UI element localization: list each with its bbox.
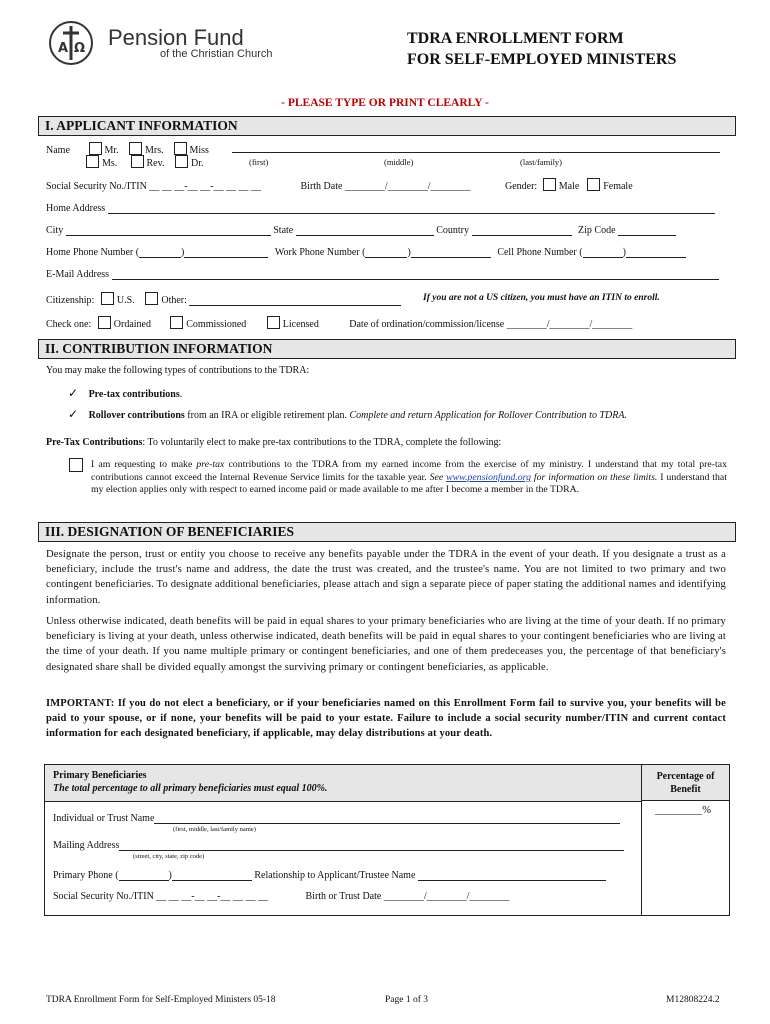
individual-hint: (first, middle, last/family name) (173, 826, 256, 833)
cell-phone-label: Cell Phone Number ( (497, 247, 583, 258)
individual-name-field[interactable] (154, 812, 620, 824)
footer-page: Page 1 of 3 (385, 995, 429, 1005)
percentage-header-2: Benefit (670, 784, 701, 795)
form-title (407, 28, 676, 70)
svg-text:A: A (58, 41, 69, 56)
mr-checkbox[interactable] (89, 142, 102, 155)
percentage-header-1: Percentage of (656, 771, 715, 782)
rollover-item (68, 407, 627, 421)
gender-label: Gender: (505, 181, 538, 192)
mailing-hint: (street, city, state, zip code) (133, 853, 205, 860)
request-text-3: I understand that my election applies only with respect to earned income paid or made available to me after I become a member in the TDRA. (91, 471, 728, 496)
citizenship-row (46, 292, 401, 306)
rev-label: Rev. (146, 158, 165, 169)
phone-row (46, 246, 686, 258)
print-instruction: - PLEASE TYPE OR PRINT CLEARLY - (281, 97, 489, 109)
miss-checkbox[interactable] (174, 142, 187, 155)
state-field[interactable] (296, 224, 434, 236)
svg-text:Ω: Ω (74, 41, 86, 56)
other-label: Other: (161, 295, 187, 306)
cell-phone-field[interactable] (626, 246, 686, 258)
phone-relationship-row (53, 869, 606, 881)
name-field[interactable] (232, 141, 720, 153)
zip-field[interactable] (618, 224, 676, 236)
footer-left: TDRA Enrollment Form for Self-Employed Ministers 05-18 (46, 995, 276, 1005)
city-row (46, 224, 676, 236)
name-row (46, 142, 209, 156)
paren-close: ) (407, 247, 411, 258)
home-address-field[interactable] (108, 202, 715, 214)
ordained-label: Ordained (113, 319, 151, 330)
ordained-checkbox[interactable] (98, 316, 111, 329)
logo (48, 20, 288, 70)
mrs-label: Mrs. (145, 145, 164, 156)
table-header-right (642, 765, 729, 801)
last-name-hint: (last/family) (520, 157, 563, 167)
logo-subtitle: of the Christian Church (160, 48, 273, 60)
beneficiary-birth-date-field[interactable]: Birth or Trust Date ________/________/________ (305, 891, 510, 902)
work-phone-field[interactable] (411, 246, 491, 258)
rev-checkbox[interactable] (131, 155, 144, 168)
beneficiary-paragraph-2: Unless otherwise indicated, death benefits will be paid in equal shares to your primary beneficiaries who are living at the time of your death. If no primary beneficiary is living at your death, unless otherwise indicated, death benefits will be paid in equal shares to your contingent beneficiaries who are living at the time of your death. If you name multiple primary or contingent beneficiaries, and one of them predeceases you, the percentage of that beneficiary's designated share shall be divided equally amongst the surviving primary or contingent beneficiaries, as applicable. (46, 616, 726, 673)
country-field[interactable] (472, 224, 572, 236)
pretax-heading-text: : To voluntarily elect to make pre-tax contributions to the TDRA, complete the following: (142, 437, 502, 448)
ssn-row (46, 178, 633, 192)
cell-phone-area[interactable] (583, 246, 623, 258)
primary-beneficiaries-note: The total percentage to all primary beneficiaries must equal 100%. (53, 783, 328, 794)
alpha-omega-cross-icon (48, 20, 94, 66)
individual-row (53, 812, 620, 824)
work-phone-area[interactable] (365, 246, 407, 258)
city-label: City (46, 225, 64, 236)
home-phone-field[interactable] (184, 246, 268, 258)
paren-close: ) (181, 247, 185, 258)
request-text-2: contributions to the TDRA from my earned income from the exercise of my ministry. I understand that my total pre-tax contributions cannot exceed the Internal Revenue Service limits for the taxable year. (91, 459, 728, 483)
miss-label: Miss (189, 145, 209, 156)
female-checkbox[interactable] (587, 178, 600, 191)
name-row-2 (86, 155, 204, 169)
zip-label: Zip Code (578, 225, 616, 236)
table-divider (641, 801, 642, 915)
pretax-item (68, 386, 182, 400)
pretax-election-checkbox[interactable] (69, 458, 83, 472)
ms-checkbox[interactable] (86, 155, 99, 168)
mailing-address-field[interactable] (119, 839, 624, 851)
rollover-instruction: Complete and return Application for Rollover Contribution to TDRA. (349, 410, 627, 421)
us-label: U.S. (116, 295, 135, 306)
email-row (46, 268, 719, 280)
other-citizenship-checkbox[interactable] (145, 292, 158, 305)
primary-beneficiaries-title: Primary Beneficiaries (53, 770, 147, 781)
request-italic: pre-tax (196, 459, 225, 470)
pretax-period: . (179, 389, 183, 400)
female-label: Female (603, 181, 633, 192)
rollover-text: from an IRA or eligible retirement plan. (184, 410, 350, 421)
primary-phone-field[interactable] (172, 869, 252, 881)
footer-code: M12808224.2 (666, 995, 720, 1005)
mr-label: Mr. (104, 145, 119, 156)
state-label: State (273, 225, 294, 236)
relationship-label: Relationship to Applicant/Trustee Name (254, 870, 416, 881)
middle-name-hint: (middle) (384, 157, 414, 167)
request-limits: for information on these limits. (531, 471, 658, 483)
check-one-row (46, 316, 632, 330)
relationship-field[interactable] (418, 869, 606, 881)
work-phone-label: Work Phone Number ( (274, 247, 366, 258)
email-label: E-Mail Address (46, 269, 110, 280)
primary-beneficiaries-table (44, 764, 730, 916)
other-citizenship-field[interactable] (189, 294, 401, 306)
home-address-label: Home Address (46, 203, 106, 214)
pretax-heading: Pre-Tax Contributions (46, 437, 143, 448)
pretax-election-text (91, 459, 727, 497)
primary-phone-label: Primary Phone ( (53, 870, 119, 881)
request-see: See (429, 471, 447, 483)
important-notice: IMPORTANT: If you do not elect a beneficiary, or if your beneficiaries named on this Enrollment Form fail to survive you, your benefits will be paid to your spouse, or if none, your benefits will be paid to your estate. Failure to include a social security number/ITIN and current contact information for each designated beneficiary, if applicable, may delay distributions at your death. (46, 698, 726, 740)
mailing-label: Mailing Address (53, 840, 120, 851)
beneficiary-paragraph-1: Designate the person, trust or entity you choose to receive any benefits payable under the TDRA in the event of your death. If you designate a trust as a beneficiary, include the trust's name and address, the date the trust was created, and the trustee's name. You are not limited to two primary and two contingent beneficiaries. To designate additional beneficiaries, please attach and sign a separate piece of paper stating the additional names and identifying information. (46, 549, 726, 606)
table-header-left (45, 765, 642, 802)
primary-phone-area[interactable] (119, 869, 169, 881)
contribution-intro: You may make the following types of contributions to the TDRA: (46, 365, 310, 376)
dr-label: Dr. (191, 158, 204, 169)
male-checkbox[interactable] (543, 178, 556, 191)
itin-note: If you are not a US citizen, you must have an ITIN to enroll. (423, 293, 660, 303)
logo-name: Pension Fund (108, 25, 244, 50)
licensed-checkbox[interactable] (267, 316, 280, 329)
male-label: Male (558, 181, 580, 192)
beneficiary-ssn-field[interactable]: Social Security No./ITIN __ __ __-__ __-__ __ __ __ (53, 891, 268, 902)
rollover-label: Rollover contributions (88, 410, 185, 421)
checkmark-icon: ✓ (68, 407, 79, 421)
home-phone-label: Home Phone Number ( (46, 247, 140, 258)
commissioned-label: Commissioned (186, 319, 247, 330)
name-label: Name (46, 145, 70, 156)
pensionfund-link[interactable]: www.pensionfund.org (446, 471, 532, 483)
checkmark-icon: ✓ (68, 386, 79, 400)
licensed-label: Licensed (282, 319, 319, 330)
section-beneficiaries-header: III. DESIGNATION OF BENEFICIARIES (38, 522, 736, 542)
paren-close: ) (622, 247, 626, 258)
check-one-label: Check one: (46, 319, 92, 330)
section-contribution-information-header: II. CONTRIBUTION INFORMATION (38, 339, 736, 359)
dr-checkbox[interactable] (175, 155, 188, 168)
form-title-line2: FOR SELF-EMPLOYED MINISTERS (407, 51, 677, 68)
form-title-line1: TDRA ENROLLMENT FORM (407, 30, 624, 47)
home-phone-area[interactable] (139, 246, 181, 258)
city-field[interactable] (66, 224, 271, 236)
country-label: Country (436, 225, 470, 236)
home-address-row (46, 202, 715, 214)
ms-label: Ms. (102, 158, 118, 169)
citizenship-label: Citizenship: (46, 295, 95, 306)
ssn-field[interactable]: Social Security No./ITIN __ __ __-__ __-__ __ __ __ (46, 181, 261, 192)
us-citizen-checkbox[interactable] (101, 292, 114, 305)
birth-date-field[interactable]: Birth Date ________/________/________ (300, 181, 471, 192)
pretax-heading-row (46, 437, 501, 448)
mailing-row (53, 839, 624, 851)
mrs-checkbox[interactable] (129, 142, 142, 155)
email-field[interactable] (112, 268, 719, 280)
paren-close: ) (168, 870, 172, 881)
percentage-field[interactable]: _________% (655, 805, 711, 816)
individual-label: Individual or Trust Name (53, 813, 155, 824)
first-name-hint: (first) (249, 157, 269, 167)
request-text-1: I am requesting to make (91, 459, 197, 470)
section-applicant-information-header: I. APPLICANT INFORMATION (38, 116, 736, 136)
ordination-date-field[interactable]: Date of ordination/commission/license ________/________/________ (349, 319, 633, 330)
pretax-label: Pre-tax contributions (88, 389, 180, 400)
beneficiary-ssn-row (53, 891, 509, 902)
commissioned-checkbox[interactable] (170, 316, 183, 329)
